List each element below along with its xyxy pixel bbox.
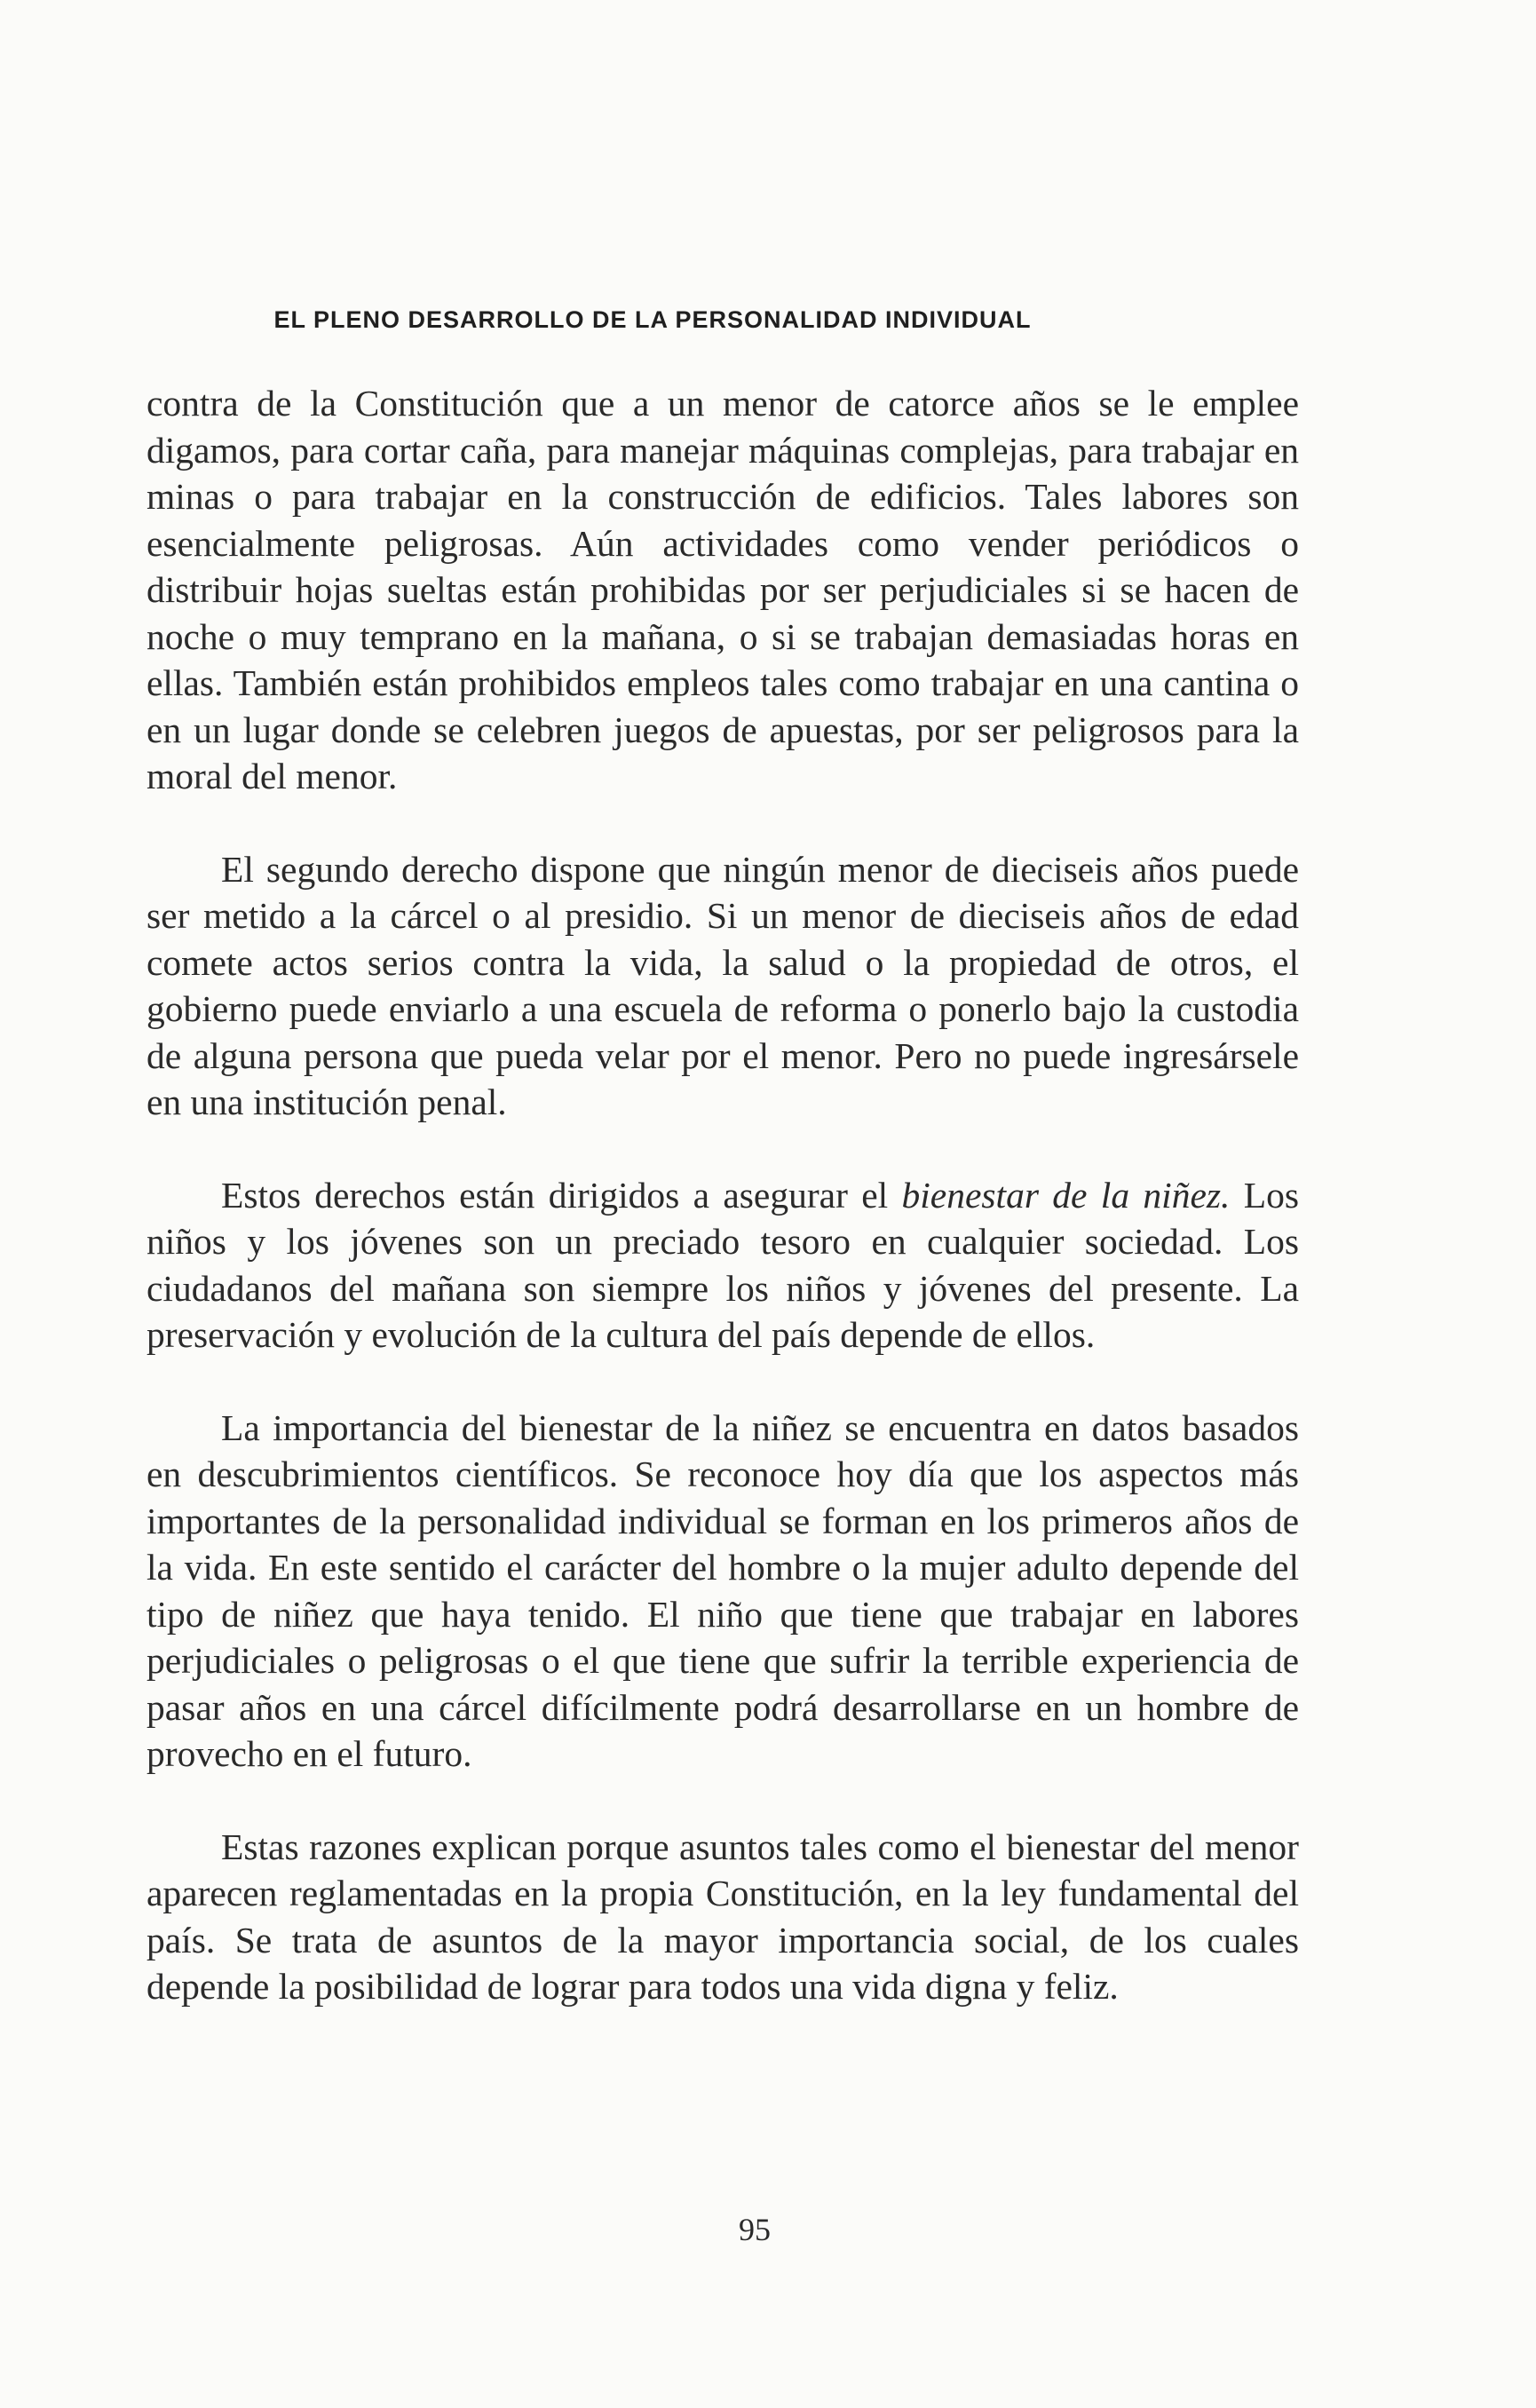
paragraph-4: La importancia del bienestar de la niñez se encuentra en datos basados en descubrimientos científicos. Se reconoce hoy día que los aspectos más importantes de la personalidad individual se forman en los primeros años de la vida. En este sentido el carácter del hombre o la mujer adulto depende del tipo de niñez que haya tenido. El niño que tiene que trabajar en labores perjudiciales o peligrosas o el que tiene que sufrir la terrible experiencia de pasar años en una cárcel difícilmente podrá desarrollarse en un hombre de provecho en el futuro.: [146, 1406, 1299, 1774]
body-text: [146, 380, 1299, 2010]
paragraph-1: contra de la Constitución que a un menor de catorce años se le emplee digamos, para cortar caña, para manejar máquinas complejas, para trabajar en minas o para trabajar en la construcción de edificios. Tales labores son esencialmente peligrosas. Aún actividades como vender periódicos o distribuir hojas sueltas están prohibidas por ser perjudiciales si se hacen de noche o muy temprano en la mañana, o si se trabajan demasiadas horas en ellas. También están prohibidos empleos tales como trabajar en una cantina o en un lugar donde se celebren juegos de apuestas, por ser peligrosos para la moral del menor.: [146, 383, 1299, 796]
paragraph-3-emphasis: bienestar de la niñez.: [901, 1174, 1231, 1216]
paragraph-2: El segundo derecho dispone que ningún menor de dieciseis años puede ser metido a la cárcel o al presidio. Si un menor de dieciseis años de edad comete actos serios contra la vida, la salud o la propiedad de otros, el gobierno puede enviarlo a una escuela de reforma o ponerlo bajo la custodia de alguna persona que pueda velar por el menor. Pero no puede ingresársele en una institución penal.: [146, 848, 1299, 1122]
running-header: EL PLENO DESARROLLO DE LA PERSONALIDAD INDIVIDUAL: [273, 306, 1032, 333]
paragraph-3: [146, 1172, 1299, 1358]
paragraph-5: Estas razones explican porque asuntos tales como el bienestar del menor aparecen reglamentadas en la propia Constitución, en la ley fundamental del país. Se trata de asuntos de la mayor importancia social, de los cuales depende la posibilidad de lograr para todos una vida digna y feliz.: [146, 1826, 1299, 2007]
paragraph-3-lead: Estos derechos están dirigidos a asegurar el: [221, 1174, 902, 1216]
paragraph-3-rest: Los niños y los jóvenes son un preciado tesoro en cualquier sociedad. Los ciudadanos del mañana son siempre los niños y jóvenes del presente. La preservación y evolución de la cultura del país depende de ellos.: [146, 1174, 1299, 1355]
page-number: 95: [739, 2212, 771, 2247]
